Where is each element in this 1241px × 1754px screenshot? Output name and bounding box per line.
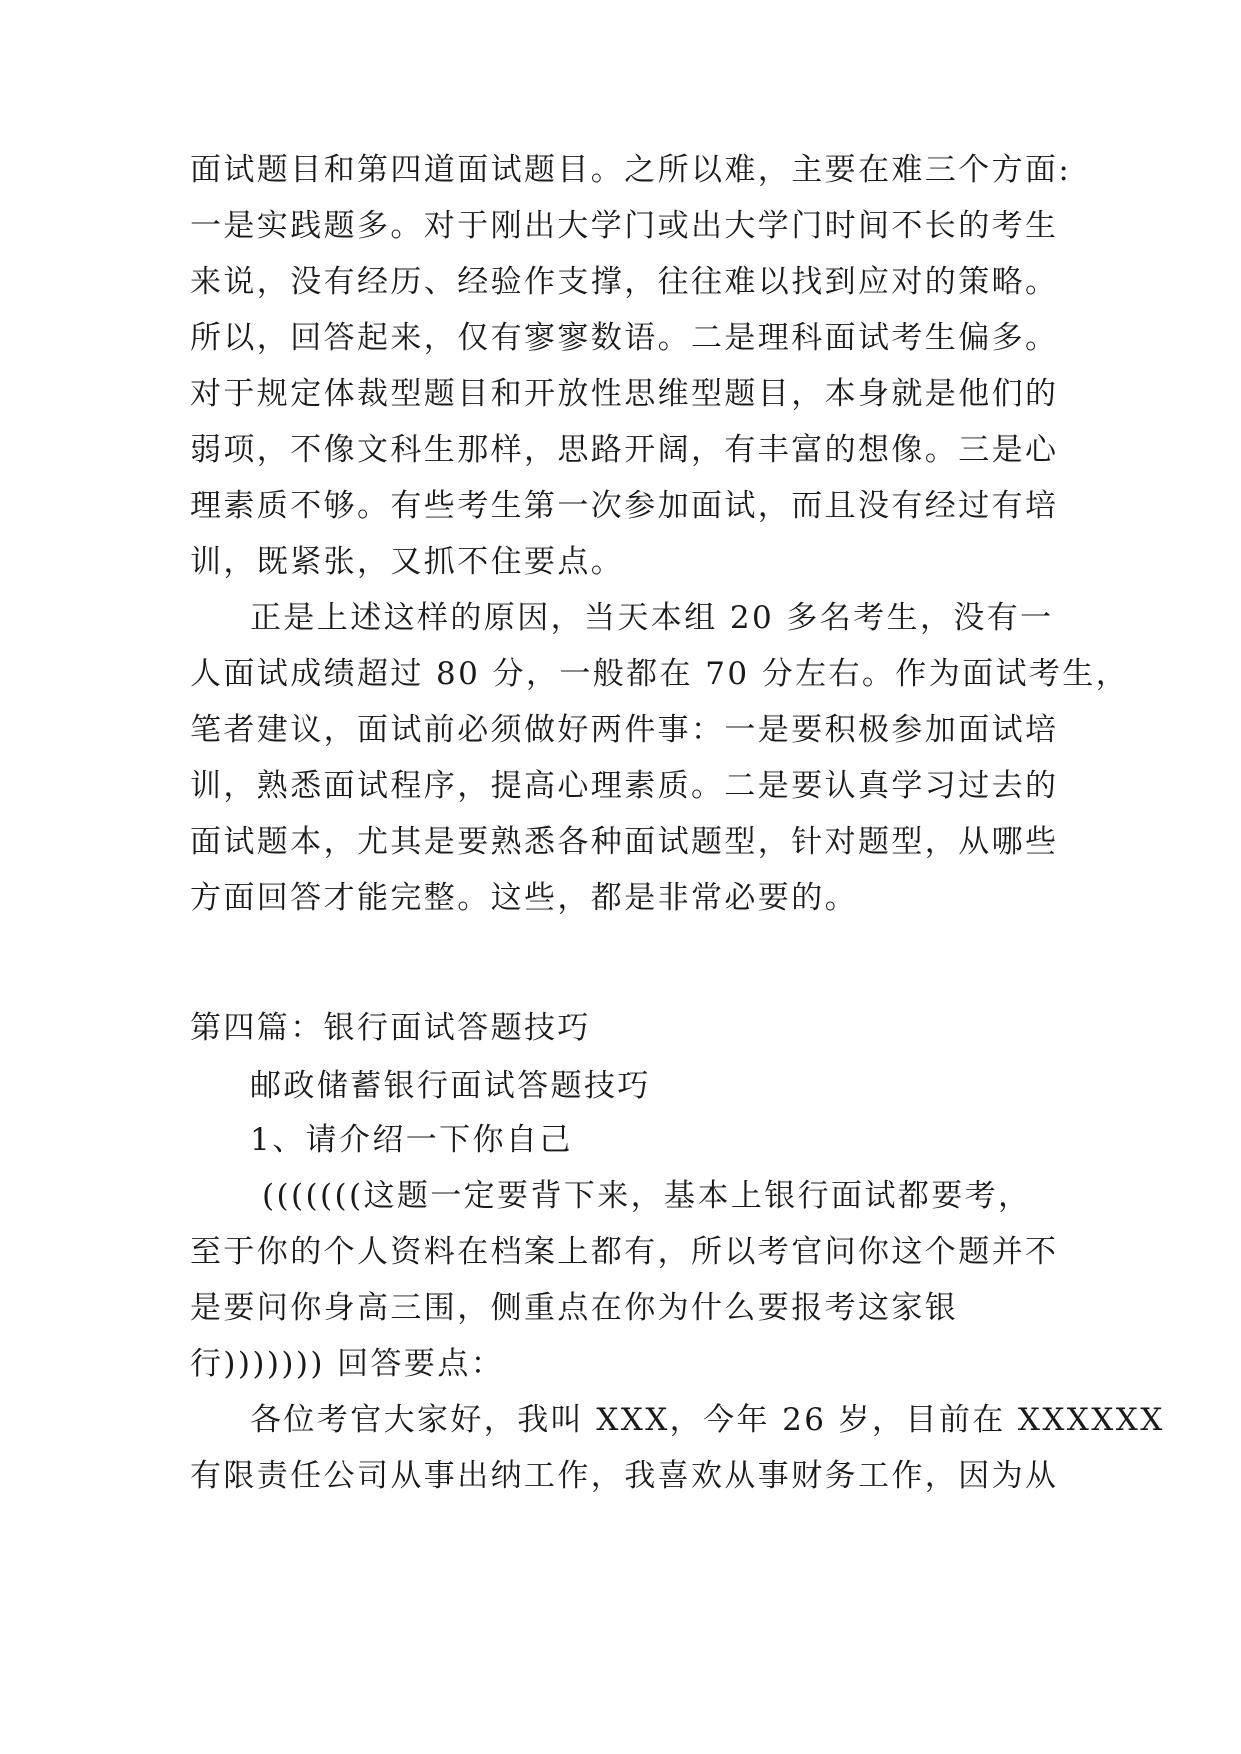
text-line: 是要问你身高三围，侧重点在你为什么要报考这家银 [190,1290,959,1326]
text-line: 训，熟悉面试程序，提高心理素质。二是要认真学习过去的 [190,768,1059,804]
text-line: 行))))))) 回答要点： [190,1346,505,1382]
text-line: 一是实践题多。对于刚出大学门或出大学门时间不长的考生 [190,208,1059,244]
text-line: 人面试成绩超过 80 分，一般都在 70 分左右。作为面试考生， [190,656,1130,692]
text-line: 各位考官大家好，我叫 XXX，今年 26 岁，目前在 XXXXXX [250,1402,1165,1438]
text-line: 弱项，不像文科生那样，思路开阔，有丰富的想像。三是心 [190,432,1059,468]
subtitle: 邮政储蓄银行面试答题技巧 [250,1068,651,1104]
text-line: 方面回答才能完整。这些，都是非常必要的。 [190,880,858,916]
text-line: 有限责任公司从事出纳工作，我喜欢从事财务工作，因为从 [190,1458,1059,1494]
text-line: 理素质不够。有些考生第一次参加面试，而且没有经过有培 [190,488,1059,524]
section-title: 第四篇：银行面试答题技巧 [190,1010,591,1046]
text-line: 面试题本，尤其是要熟悉各种面试题型，针对题型，从哪些 [190,824,1059,860]
text-line: 来说，没有经历、经验作支撑，往往难以找到应对的策略。 [190,264,1059,300]
text-line: 所以，回答起来，仅有寥寥数语。二是理科面试考生偏多。 [190,320,1059,356]
text-line: (((((((这题一定要背下来，基本上银行面试都要考， [262,1178,1032,1214]
text-line: 笔者建议，面试前必须做好两件事：一是要积极参加面试培 [190,712,1059,748]
text-line: 面试题目和第四道面试题目。之所以难，主要在难三个方面: [190,152,1072,188]
text-line: 对于规定体裁型题目和开放性思维型题目，本身就是他们的 [190,376,1059,412]
text-line: 训，既紧张，又抓不住要点。 [190,544,625,580]
text-line: 至于你的个人资料在档案上都有，所以考官问你这个题并不 [190,1234,1059,1270]
text-line: 正是上述这样的原因，当天本组 20 多名考生，没有一 [250,600,1054,636]
question-heading: 1、请介绍一下你自己 [250,1122,573,1158]
